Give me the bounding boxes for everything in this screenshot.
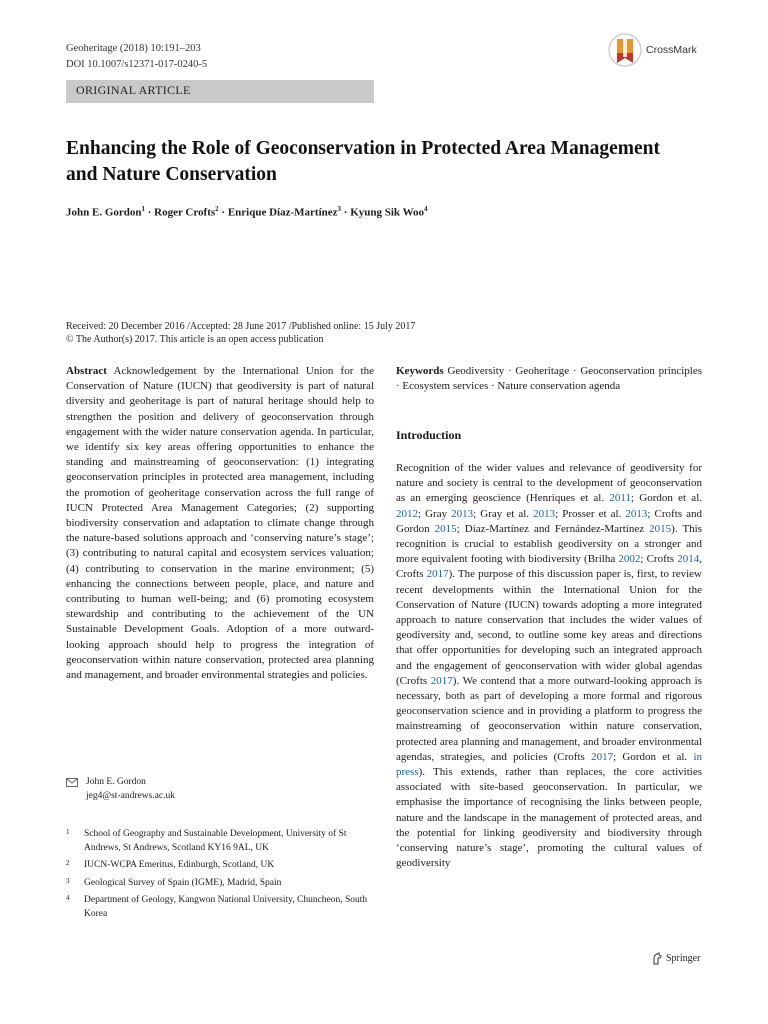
citation-link[interactable]: 2017 bbox=[426, 568, 449, 581]
intro-text: ; Gordon et al. bbox=[630, 492, 702, 505]
intro-text: ; Crofts and Gordon bbox=[396, 507, 702, 535]
correspondence-name: John E. Gordon bbox=[86, 777, 146, 787]
journal-info bbox=[66, 41, 207, 73]
citation-link[interactable]: 2013 bbox=[533, 507, 556, 520]
citation-link[interactable]: 2013 bbox=[451, 507, 474, 520]
author-list bbox=[66, 205, 427, 219]
citation-link[interactable]: 2015 bbox=[649, 522, 672, 535]
publisher-name: Springer bbox=[666, 953, 701, 964]
author-affiliation-ref: 1 bbox=[141, 205, 145, 213]
affiliation-text: Department of Geology, Kangwon National University, Chuncheon, South Korea bbox=[84, 895, 368, 919]
intro-text: , Crofts bbox=[396, 553, 702, 581]
author-separator: · bbox=[218, 206, 228, 219]
keywords-label: Keywords bbox=[396, 365, 444, 377]
affiliation-number: 3 bbox=[66, 876, 70, 885]
author-name[interactable]: Kyung Sik Woo bbox=[350, 206, 424, 219]
doi[interactable]: DOI 10.1007/s12371-017-0240-5 bbox=[66, 59, 208, 70]
intro-text: ; Prosser et al. bbox=[555, 507, 626, 520]
keywords bbox=[396, 364, 702, 394]
article-type-banner: ORIGINAL ARTICLE bbox=[66, 80, 374, 103]
author-name[interactable]: Roger Crofts bbox=[154, 206, 216, 219]
intro-text: ; Díaz-Martínez and Fernández-Martínez bbox=[456, 522, 650, 535]
intro-text: ; Crofts bbox=[640, 553, 678, 566]
publisher-logo bbox=[651, 952, 700, 965]
intro-text: ; Gray et al. bbox=[473, 507, 534, 520]
correspondence-email[interactable]: jeg4@st-andrews.ac.uk bbox=[86, 791, 175, 801]
citation-link[interactable]: 2013 bbox=[625, 507, 648, 520]
crossmark-icon bbox=[608, 33, 642, 67]
author-separator: · bbox=[145, 206, 155, 219]
citation-link[interactable]: 2002 bbox=[618, 553, 641, 566]
author-affiliation-ref: 2 bbox=[215, 205, 219, 213]
affiliation-number: 4 bbox=[66, 894, 70, 902]
affiliation-text: IUCN-WCPA Emeritus, Edinburgh, Scotland, UK bbox=[84, 860, 275, 870]
intro-text: ). We contend that a more outward-looking approach is necessary, both as part of developing a more formal and rigorous geoconservation science and in providing a platform to progress the mainstreaming of geoconservation within nature conservation, protected area planning and management, and broader environmental agendas, strategies, and policies (Crofts bbox=[396, 674, 702, 763]
keywords-text: Geodiversity · Geoheritage · Geoconservation principles · Ecosystem services · Nature conservation agenda bbox=[396, 365, 703, 393]
envelope-icon bbox=[66, 778, 78, 787]
intro-text: ; Gordon et al. bbox=[613, 750, 694, 763]
history-dates: Received: 20 December 2016 /Accepted: 28 June 2017 /Published online: 15 July 2017 bbox=[66, 321, 416, 332]
author-affiliation-ref: 4 bbox=[423, 205, 428, 213]
license-line: © The Author(s) 2017. This article is an open access publication bbox=[66, 334, 324, 345]
intro-text: ). This extends, rather than replaces, the core activities associated with site-based geoconservation. In particular, we emphasise the importance of recognising the links between people, nature and the landscape in the management of protected areas, and the potential for linking geodiversity and biodiversity through ‘conserving nature’s stage’, promoting the cultural values of geodiversity bbox=[396, 766, 702, 870]
introduction-body bbox=[396, 461, 702, 871]
article-title: Enhancing the Role of Geoconservation in Protected Area Management and Nature Conservation bbox=[66, 138, 660, 185]
abstract-label: Abstract bbox=[66, 365, 107, 377]
affiliation-item bbox=[66, 828, 378, 855]
affiliation-number: 1 bbox=[66, 828, 70, 836]
affiliation-item bbox=[66, 894, 378, 921]
introduction-heading: Introduction bbox=[396, 428, 462, 442]
author-separator: · bbox=[341, 206, 351, 219]
citation-link[interactable]: 2017 bbox=[430, 674, 453, 687]
citation-link[interactable]: in press bbox=[396, 750, 703, 779]
intro-text: ). This recognition is crucial to establish geodiversity on a stronger and more equivalent footing with biodiversity (Brilha bbox=[396, 522, 703, 566]
intro-text: ). The purpose of this discussion paper is, first, to review recent developments within the International Union for the Conservation of Nature (IUCN) towards adopting a more integrated approach to nature conservation that includes the wider values of geodiversity and, second, to outline some key areas and directions that offer opportunities for developing such an integrated approach and the engagement of geoconservation with wider global agendas (Crofts bbox=[396, 568, 702, 687]
author-affiliation-ref: 3 bbox=[337, 205, 342, 213]
affiliation-text: School of Geography and Sustainable Development, University of St Andrews, St Andrews, Scotland KY16 9AL, UK bbox=[84, 829, 347, 853]
citation-link[interactable]: 2014 bbox=[677, 553, 700, 566]
author-name[interactable]: Enrique Díaz-Martínez bbox=[227, 206, 338, 219]
journal-citation: Geoheritage (2018) 10:191–203 bbox=[66, 43, 201, 54]
affiliation-item bbox=[66, 859, 378, 873]
intro-text: Recognition of the wider values and relevance of geodiversity for nature and society is central to the development of geoconservation as an emerging geoscience (Henriques et al. bbox=[396, 462, 702, 505]
intro-text: ; Gray bbox=[418, 507, 452, 520]
affiliation-number: 2 bbox=[66, 859, 70, 867]
citation-link[interactable]: 2017 bbox=[591, 750, 614, 763]
crossmark-badge[interactable] bbox=[608, 33, 697, 67]
abstract bbox=[66, 364, 374, 683]
publication-dates bbox=[66, 320, 566, 346]
citation-link[interactable]: 2012 bbox=[396, 507, 418, 520]
correspondence bbox=[66, 775, 366, 803]
affiliation-text: Geological Survey of Spain (IGME), Madrid, Spain bbox=[84, 877, 282, 888]
crossmark-label: CrossMark bbox=[646, 44, 697, 56]
affiliation-item bbox=[66, 877, 378, 891]
affiliations bbox=[66, 828, 378, 925]
abstract-text: Acknowledgement by the International Union for the Conservation of Nature (IUCN) that geodiversity is part of natural diversity and geoheritage is part of natural heritage should help to strengthen the position and delivery of geoconservation through engagement with the wider nature conservation agenda. In particular, we identify six key areas offering opportunities to enhance the standing and mainstreaming of geoconservation: (1) integrating geoconservation principles in protected area management, including the promotion of geoheritage conservation across the full range of IUCN Protected Area Management Categories; (2) supporting biodiversity conservation and adaptation to climate change through the nature-based solutions approach and ‘conserving nature’s stage’; (3) contributing to natural capital and ecosystem services valuation; (4) contributing to conservation in the marine environment; (5) enhancing the connections between people, place, and nature and contributing to human well-being; and (6) promoting ecosystem stewardship and contributing to the achievement of the UN Sustainable Development Goals. Adoption of a more outward-looking approach should help to progress the integration of geoconservation within nature conservation, protected area planning and management, and broader environmental strategies and policies. bbox=[66, 365, 374, 682]
springer-horse-icon bbox=[651, 952, 663, 965]
citation-link[interactable]: 2015 bbox=[434, 522, 457, 535]
citation-link[interactable]: 2011 bbox=[609, 492, 631, 505]
author-name[interactable]: John E. Gordon bbox=[66, 206, 142, 219]
